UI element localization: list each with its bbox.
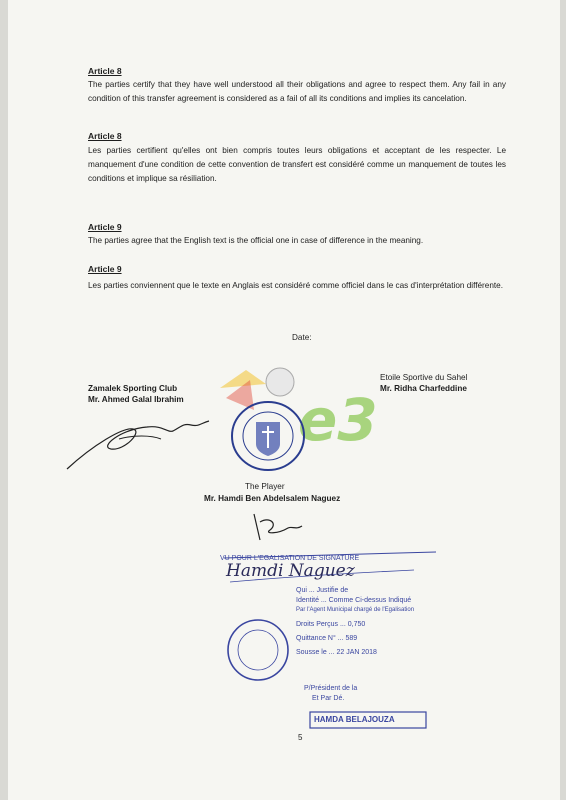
watermark-text: e3: [298, 386, 378, 454]
stamp-officer-name: HAMDA BELAJOUZA: [314, 715, 395, 724]
club-seal: [226, 398, 310, 474]
date-label: Date:: [292, 333, 312, 342]
document-page: [8, 0, 560, 800]
article-8-heading-fr: Article 8: [88, 131, 122, 141]
stamp-handwritten-name: Hamdi Naguez: [226, 561, 355, 581]
player-signature: [248, 510, 308, 544]
stamp-line-7: P/Président de la: [304, 685, 358, 692]
article-9-heading-en: Article 9: [88, 222, 122, 232]
right-signatory: [380, 372, 467, 394]
stamp-line-2: Identité ... Comme Ci-dessus Indiqué: [296, 597, 412, 604]
article-9-text-en: The parties agree that the English text is the official one in case of difference in the meaning.: [88, 236, 424, 245]
right-representative-name: Mr. Ridha Charfeddine: [380, 384, 467, 393]
article-8-heading-en: Article 8: [88, 66, 122, 76]
article-8-text-fr: Les parties certifient qu'elles ont bien compris toutes leurs obligations et acceptant de les respecter. Le manquement d'une condition de cette convention de transfert est considéré comme un manquement de toutes les conditions et implique sa résiliation.: [88, 146, 506, 183]
article-9-heading-fr: Article 9: [88, 264, 122, 274]
player-role: The Player: [245, 482, 285, 491]
zamalek-signature: [63, 405, 213, 475]
stamp-line-6: Sousse le ... 22 JAN 2018: [296, 649, 377, 656]
player-name: Mr. Hamdi Ben Abdelsalem Naguez: [204, 494, 341, 503]
right-club-name: Etoile Sportive du Sahel: [380, 373, 468, 382]
stamp-line-1: Qui ... Justifie de: [296, 587, 349, 594]
stamp-title: VU POUR L'EGALISATION DE SIGNATURE: [220, 555, 360, 562]
left-signatory: [88, 383, 184, 405]
page-number: 5: [298, 733, 303, 742]
left-club-name: Zamalek Sporting Club: [88, 384, 178, 393]
legalization-stamp: [208, 548, 448, 738]
stamp-line-4: Droits Perçus ... 0,750: [296, 621, 366, 628]
left-representative-name: Mr. Ahmed Galal Ibrahim: [88, 395, 184, 404]
stamp-line-3: Par l'Agent Municipal chargé de l'Egalisation: [296, 607, 415, 613]
article-8-text-en: The parties certify that they have well understood all their obligations and agree to respect them. Any fail in any condition of this transfer agreement is considered as a fail of all its conditions and implies its cancelation.: [88, 80, 506, 103]
article-9-text-fr: Les parties conviennent que le texte en Anglais est considéré comme officiel dans le cas d'interprétation différente.: [88, 281, 503, 290]
stamp-line-8: Et Par Dé.: [312, 695, 345, 702]
stamp-line-5: Quittance N° ... 589: [296, 635, 358, 642]
